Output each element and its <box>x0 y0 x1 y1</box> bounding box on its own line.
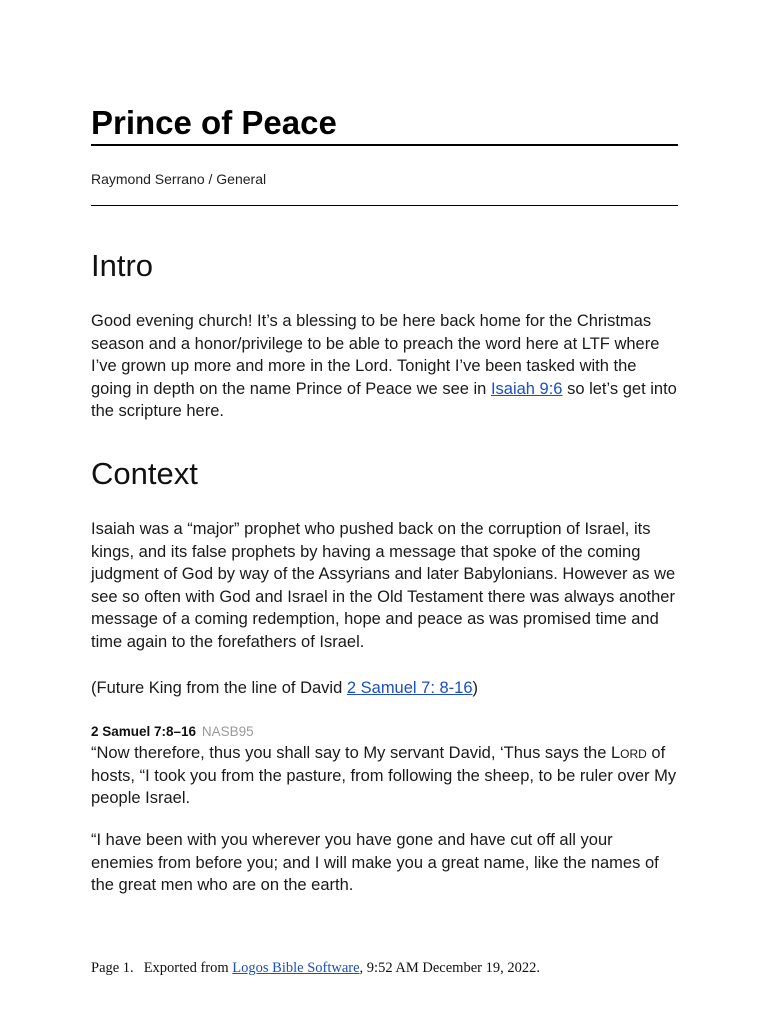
context-paragraph: Isaiah was a “major” prophet who pushed back on the corruption of Israel, its kings, and its false prophets by having a message that spoke of the coming judgment of God by way of the Assyrians and later Babylonians. However as we see so often with God and Israel in the Old Testament there was always another message of a coming redemption, hope and peace as was promised time and time again to the forefathers of Israel. <box>91 520 676 651</box>
intro-text-start: Good evening church! It’s a blessing to be here back home for the Christmas season and a honor/privilege to be able to preach the word here at LTF where I’ve grown up more and more in the Lord. Tonight I’ve been tasked with the going in depth on the name Prince of Peace we see in <box>91 312 660 398</box>
future-king-text-start: (Future King from the line of David <box>91 679 347 697</box>
intro-paragraph <box>91 310 678 423</box>
citation-ref: 2 Samuel 7:8–16 <box>91 724 197 739</box>
future-king-paragraph <box>91 677 678 700</box>
logos-software-link[interactable]: Logos Bible Software <box>232 960 360 976</box>
verse-paragraph-2: “I have been with you wherever you have gone and have cut off all your enemies from before you; and I will make you a great name, like the names of the great men who are on the earth. <box>91 831 659 895</box>
intro-text-end: so let’s get into the scripture here. <box>91 379 677 421</box>
export-timestamp: , 9:52 AM December 19, 2022. <box>359 960 540 976</box>
verse-1-end: of hosts, “I took you from the pasture, from following the sheep, to be ruler over My people Israel. <box>91 744 677 808</box>
samuel-link[interactable]: 2 Samuel 7: 8-16 <box>346 679 473 697</box>
context-heading: Context <box>91 456 198 491</box>
intro-heading: Intro <box>91 248 154 283</box>
future-king-text-end: ) <box>472 679 479 697</box>
document-title: Prince of Peace <box>91 104 678 146</box>
scripture-citation <box>91 723 254 741</box>
isaiah-link[interactable]: Isaiah 9:6 <box>490 379 563 398</box>
page-number: Page 1. <box>91 960 134 976</box>
document-meta: Raymond Serrano / General <box>91 170 678 206</box>
bible-version: NASB95 <box>201 724 254 739</box>
page-footer <box>91 959 540 977</box>
lord-smallcaps: Lord <box>610 744 647 762</box>
verse-1-start: “Now therefore, thus you shall say to My servant David, ‘Thus says the <box>91 744 611 762</box>
exported-prefix: Exported from <box>143 960 233 976</box>
verse-paragraph-1 <box>91 742 678 810</box>
